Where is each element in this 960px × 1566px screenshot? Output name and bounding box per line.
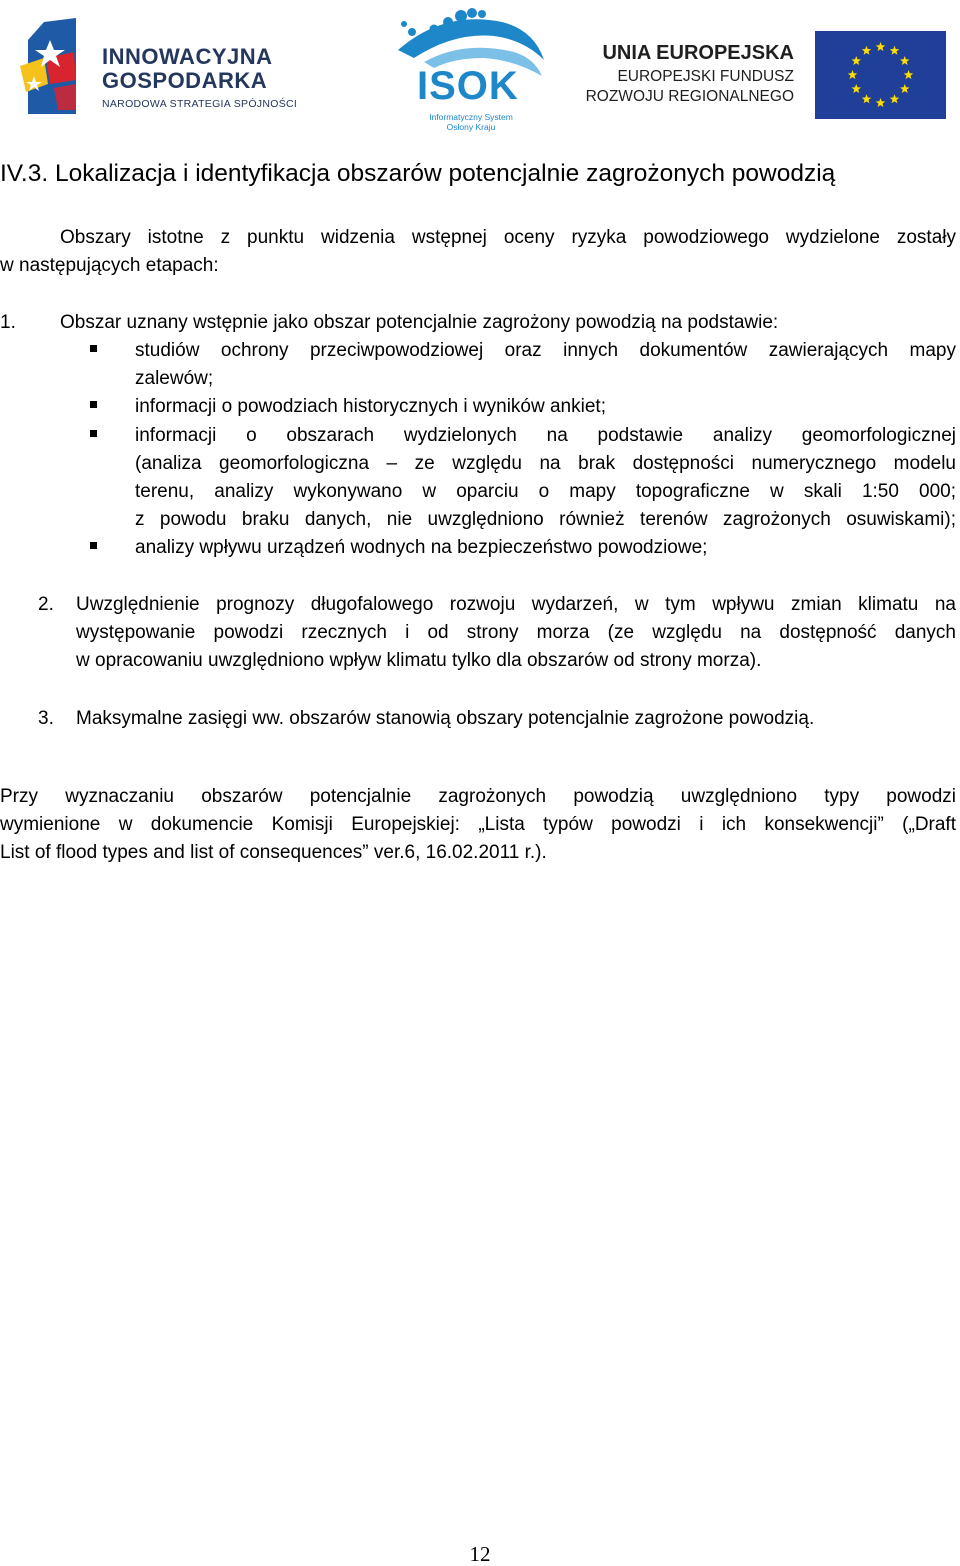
list-item-3-number: 3. bbox=[38, 708, 54, 729]
innowacyjna-title-line1: INNOWACYJNA bbox=[102, 44, 273, 69]
eu-fund-line2: ROZWOJU REGIONALNEGO bbox=[585, 88, 794, 105]
list-item-2-line-1: Uwzględnienie prognozy długofalowego rozwoju wydarzeń, w tym wpływu zmian klimatu na bbox=[76, 594, 956, 615]
list-item-2-line-3: w opracowaniu uwzględniono wpływ klimatu tylko dla obszarów od strony morza). bbox=[76, 650, 762, 671]
list-item-2-line-2: występowanie powodzi rzecznych i od strony morza (ze względu na dostępność danych bbox=[76, 622, 956, 643]
page-number: 12 bbox=[469, 1542, 491, 1566]
bullet-square-icon bbox=[90, 345, 97, 352]
isok-subtitle bbox=[416, 112, 526, 132]
isok-subtitle-line2: Osłony Kraju bbox=[446, 122, 496, 132]
closing-line-1: Przy wyznaczaniu obszarów potencjalnie zagrożonych powodzią uwzględniono typy powodzi bbox=[0, 786, 956, 807]
intro-line-2: w następujących etapach: bbox=[0, 255, 219, 276]
bullet-3-line-1: informacji o obszarach wydzielonych na podstawie analizy geomorfologicznej bbox=[135, 425, 956, 446]
closing-line-3: List of flood types and list of consequences” ver.6, 16.02.2011 r.). bbox=[0, 842, 547, 863]
eu-title: UNIA EUROPEJSKA bbox=[602, 42, 794, 64]
list-item-1-number: 1. bbox=[0, 312, 16, 333]
bullet-1-line-1: studiów ochrony przeciwpowodziowej oraz innych dokumentów zawierających mapy bbox=[135, 340, 956, 361]
bullet-square-icon bbox=[90, 542, 97, 549]
bullet-3-line-2: (analiza geomorfologiczna – ze względu na brak dostępności numerycznego modelu bbox=[135, 453, 956, 474]
bullet-1-line-2: zalewów; bbox=[135, 368, 214, 389]
eu-logo bbox=[572, 30, 952, 122]
section-heading: IV.3. Lokalizacja i identyfikacja obszarów potencjalnie zagrożonych powodzią bbox=[0, 160, 836, 187]
bullet-3-line-4: z powodu braku danych, nie uwzględniono również terenów zagrożonych osuwiskami); bbox=[135, 509, 956, 530]
list-item-1-text: Obszar uznany wstępnie jako obszar potencjalnie zagrożony powodzią na podstawie: bbox=[60, 312, 779, 333]
bullet-square-icon bbox=[90, 430, 97, 437]
bullet-square-icon bbox=[90, 401, 97, 408]
innowacyjna-gospodarka-logo bbox=[14, 18, 344, 118]
bullet-3-line-3: terenu, analizy wykonywano w oparciu o mapy topograficzne w skali 1:50 000; bbox=[135, 481, 956, 502]
bullet-2-line-1: informacji o powodziach historycznych i wyników ankiet; bbox=[135, 396, 606, 417]
innowacyjna-title-line2: GOSPODARKA bbox=[102, 68, 268, 93]
intro-line-1: Obszary istotne z punktu widzenia wstępnej oceny ryzyka powodziowego wydzielone zostały bbox=[60, 227, 956, 248]
innowacyjna-gospodarka-emblem-icon bbox=[14, 18, 92, 114]
isok-wordmark: ISOK bbox=[417, 64, 519, 108]
eu-fund-line1: EUROPEJSKI FUNDUSZ bbox=[617, 68, 794, 85]
isok-subtitle-line1: Informatyczny System bbox=[429, 112, 513, 122]
isok-logo bbox=[384, 0, 554, 140]
bullet-4-line-1: analizy wpływu urządzeń wodnych na bezpieczeństwo powodziowe; bbox=[135, 537, 708, 558]
innowacyjna-subtitle: NARODOWA STRATEGIA SPÓJNOŚCI bbox=[102, 98, 298, 110]
eu-flag-icon bbox=[815, 31, 946, 119]
closing-line-2: wymienione w dokumencie Komisji Europejskiej: „Lista typów powodzi i ich konsekwencji” („Draft bbox=[0, 814, 956, 835]
list-item-3-text: Maksymalne zasięgi ww. obszarów stanowią obszary potencjalnie zagrożone powodzią. bbox=[76, 708, 815, 729]
list-item-2-number: 2. bbox=[38, 594, 54, 615]
